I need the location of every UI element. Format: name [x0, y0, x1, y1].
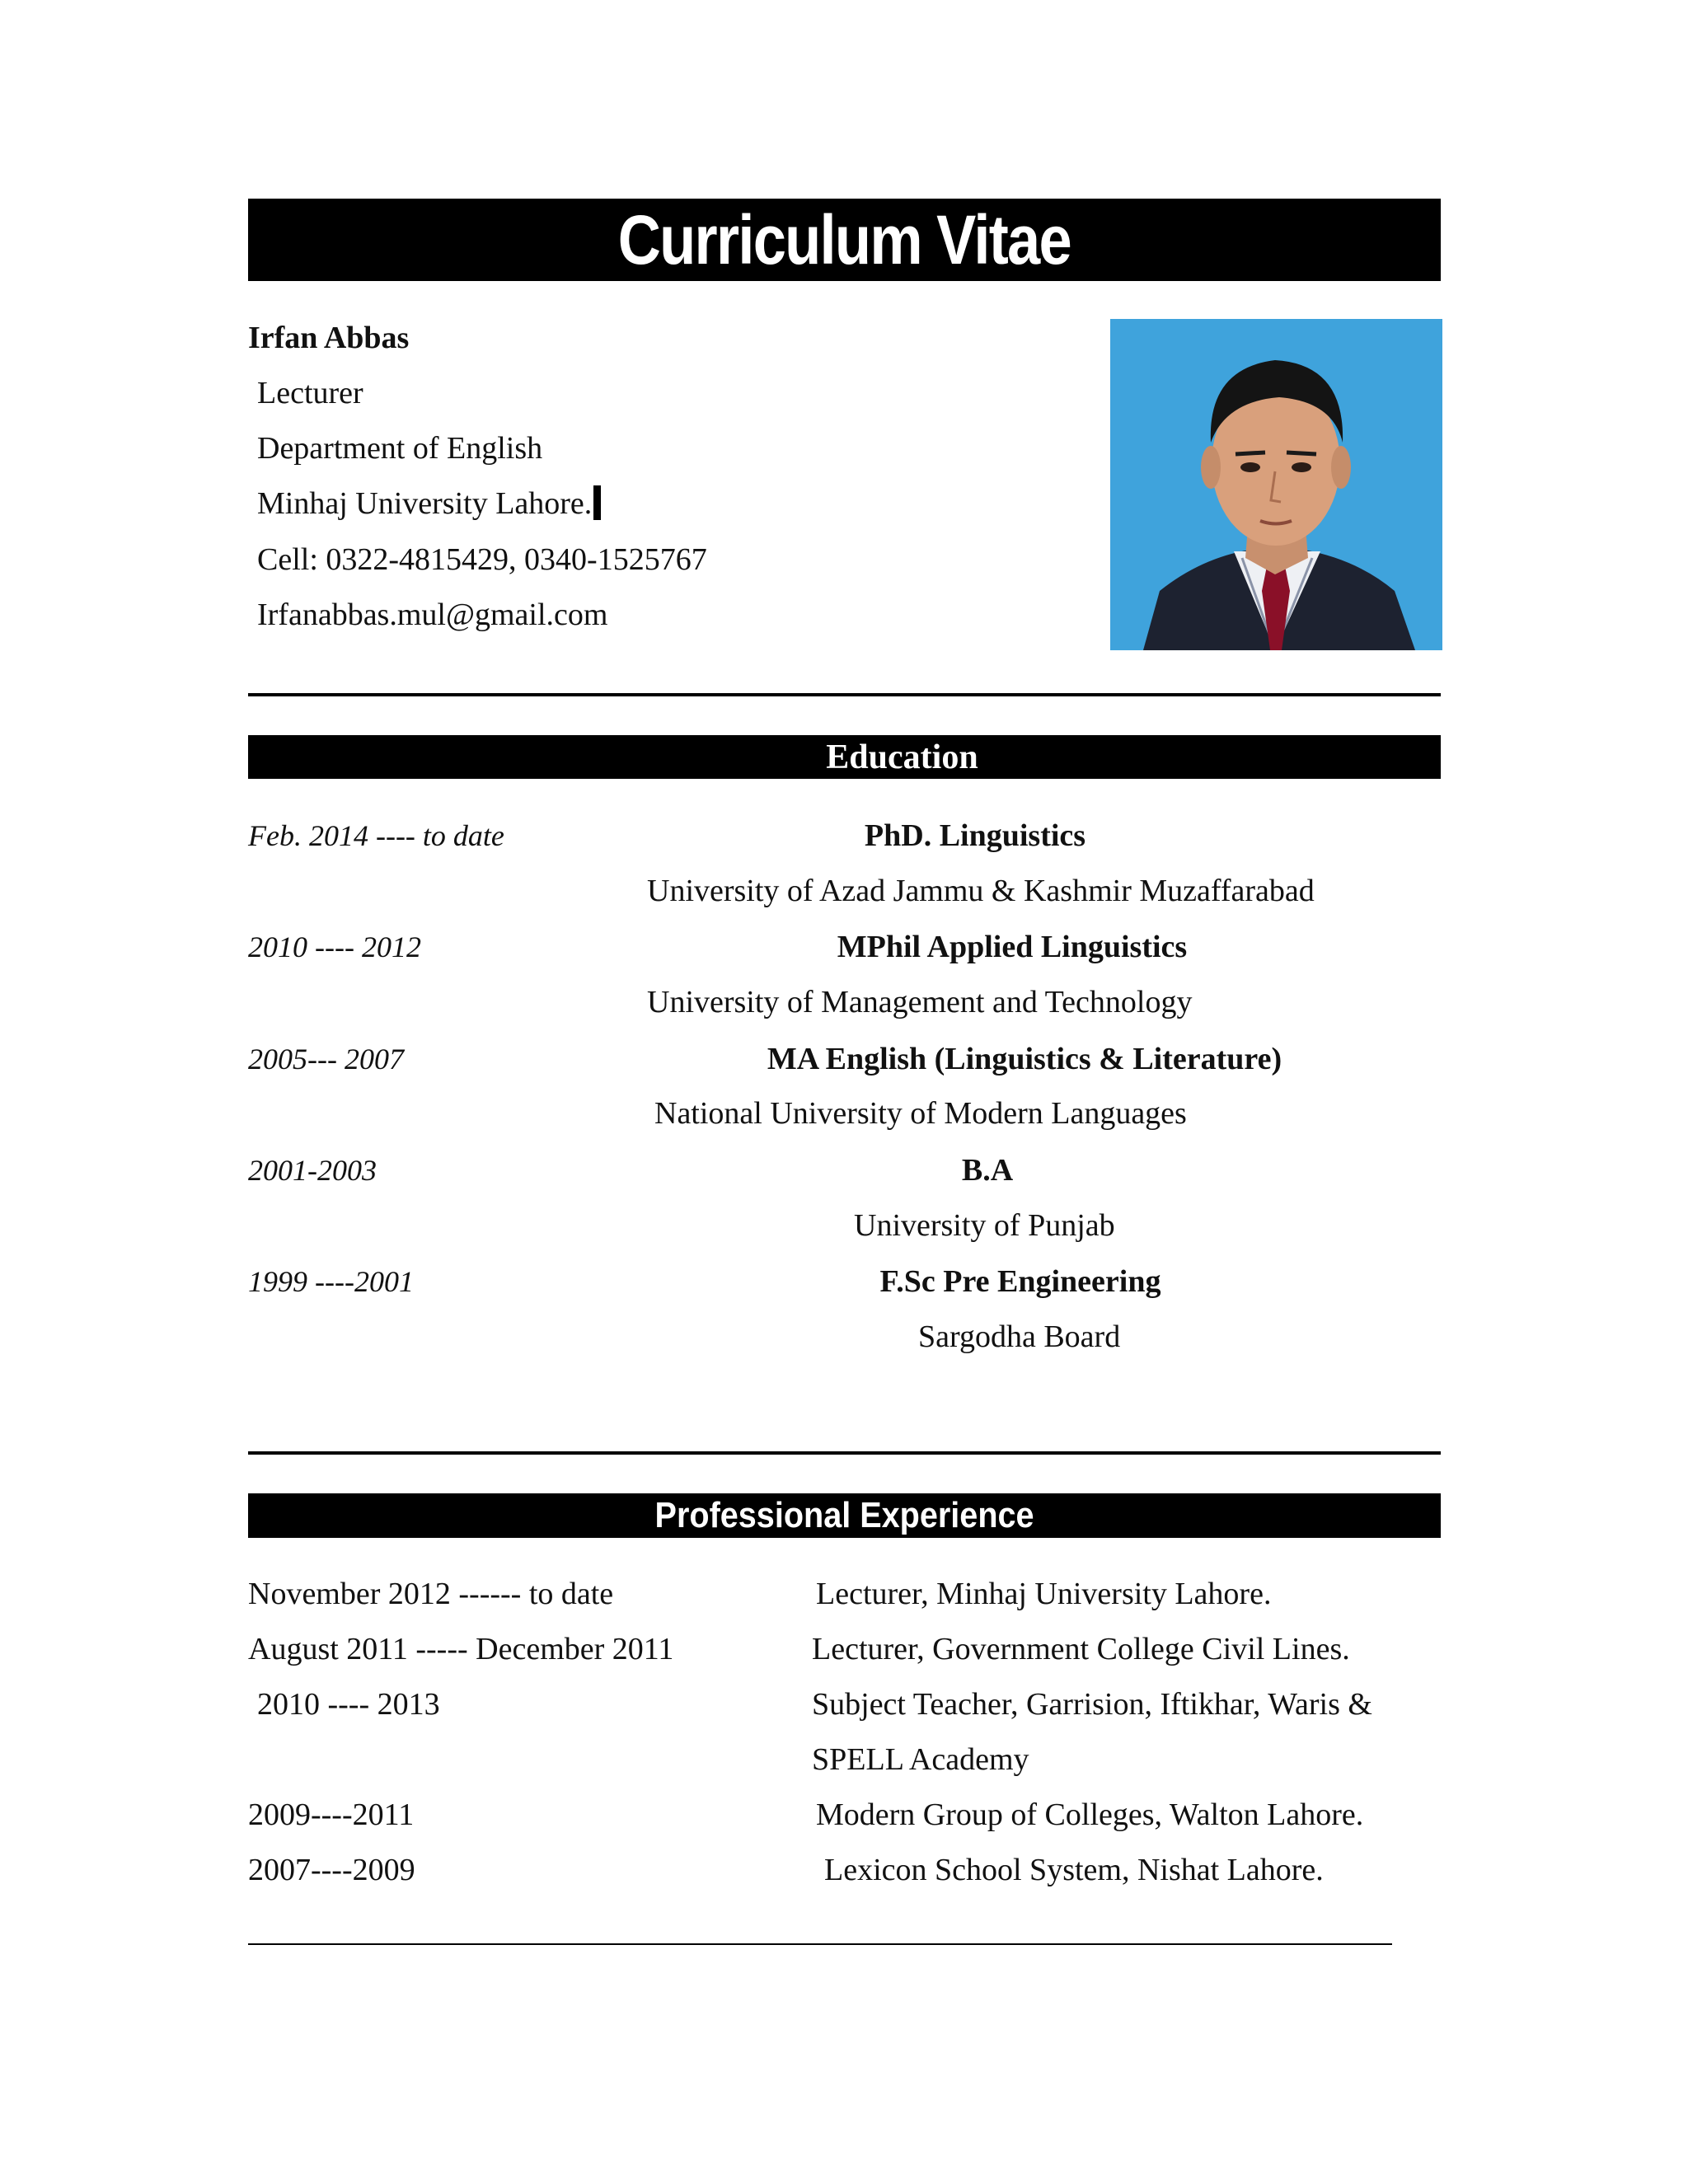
section-divider [248, 1451, 1441, 1455]
experience-role: Lexicon School System, Nishat Lahore. [824, 1853, 1324, 1887]
contact-position: Lecturer [257, 376, 363, 410]
experience-heading: Professional Experience [654, 1495, 1034, 1535]
experience-period: November 2012 ------ to date [248, 1577, 614, 1611]
education-degree: F.Sc Pre Engineering [879, 1264, 1161, 1299]
experience-period: 2009----2011 [248, 1797, 415, 1832]
education-degree: B.A [961, 1153, 1014, 1188]
page-title: Curriculum Vitae [617, 200, 1071, 279]
education-institution: University of Management and Technology [647, 985, 1193, 1019]
portrait-photo-icon [1110, 319, 1442, 650]
contact-cell: Cell: 0322-4815429, 0340-1525767 [257, 542, 707, 577]
experience-heading-bar [248, 1493, 1441, 1538]
experience-period: 2010 ---- 2013 [257, 1687, 440, 1722]
experience-role-continued: SPELL Academy [812, 1742, 1029, 1777]
education-degree: MA English (Linguistics & Literature) [767, 1042, 1282, 1076]
education-heading: Education [826, 738, 978, 776]
education-date: 2001-2003 [248, 1154, 377, 1187]
contact-email: Irfanabbas.mul@gmail.com [257, 598, 608, 632]
education-date: 1999 ----2001 [248, 1265, 414, 1298]
education-degree: MPhil Applied Linguistics [837, 930, 1188, 964]
contact-university-line [257, 484, 601, 523]
bottom-divider [248, 1943, 1392, 1945]
profile-photo [1110, 319, 1442, 650]
experience-role: Modern Group of Colleges, Walton Lahore. [816, 1797, 1364, 1832]
education-heading-bar [248, 735, 1441, 779]
education-date: Feb. 2014 ---- to date [248, 819, 504, 852]
title-bar [248, 199, 1441, 281]
experience-period: August 2011 ----- December 2011 [248, 1632, 674, 1666]
education-institution: University of Azad Jammu & Kashmir Muzaffarabad [647, 874, 1315, 908]
experience-role: Lecturer, Government College Civil Lines. [812, 1632, 1350, 1666]
education-institution: University of Punjab [854, 1208, 1115, 1243]
text-cursor-mark [593, 485, 601, 520]
education-date: 2010 ---- 2012 [248, 930, 421, 963]
contact-name: Irfan Abbas [248, 321, 410, 355]
experience-role: Lecturer, Minhaj University Lahore. [816, 1577, 1272, 1611]
education-date: 2005--- 2007 [248, 1043, 404, 1076]
section-divider [248, 693, 1441, 696]
contact-university: Minhaj University Lahore. [257, 486, 593, 521]
experience-role: Subject Teacher, Garrision, Iftikhar, Waris & [812, 1687, 1372, 1722]
education-institution: Sargodha Board [918, 1319, 1121, 1354]
education-institution: National University of Modern Languages [654, 1096, 1187, 1131]
contact-department: Department of English [257, 431, 543, 466]
experience-period: 2007----2009 [248, 1853, 415, 1887]
education-degree: PhD. Linguistics [864, 818, 1086, 853]
